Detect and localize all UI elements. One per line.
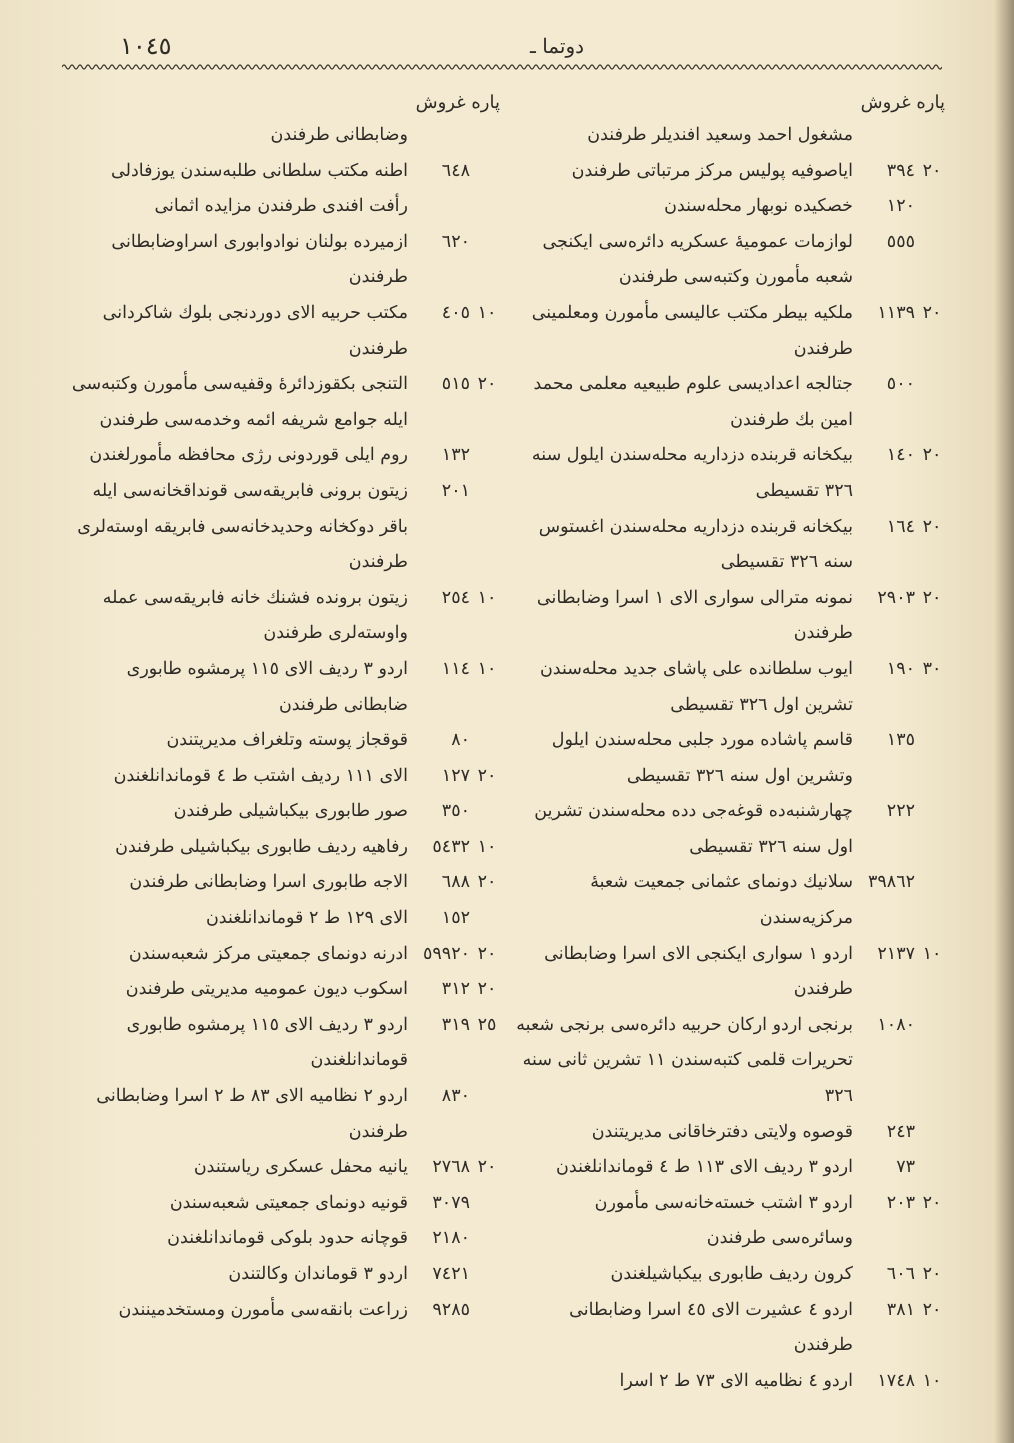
amount-kurus: ٢٠٣ [886,1192,915,1213]
amount-kurus: ٥٠٠ [886,374,915,395]
entry-description: اردو ٤ نظامیه الای ٧٣ ط ٢ اسرا [619,1370,853,1391]
amount-kurus: ١٥٢ [441,908,470,929]
amount-para: ٢٠ [477,872,497,893]
ledger-entry [70,1008,500,1079]
column-heading: پاره غروش [860,92,945,113]
ledger-entry [515,1257,945,1293]
amount-kurus: ١٧٤٨ [877,1370,915,1391]
ledger-entry [515,1364,945,1400]
amount-kurus: ٢١٣٧ [877,943,915,964]
entry-description: یانیه محفل عسکری ریاستندن [193,1157,408,1178]
amount-kurus: ٣٨١ [886,1299,915,1320]
amount-para: ٢٠ [477,979,497,1000]
ledger-entry [515,723,945,794]
ledger-entry [70,296,500,367]
amount-kurus: ٣٠٧٩ [432,1192,470,1213]
ledger-entry [70,972,500,1008]
entry-description: ازمیرده بولنان نوادوابوری اسراوضابطانی طرفندن [111,231,408,288]
entry-description: قاسم پاشاده مورد جلبی محله‌سندن ایلول وتشرین اول سنه ٣٢٦ تقسیطی [551,730,853,786]
amount-kurus: ١٤٠ [886,445,915,466]
amount-kurus: ٦٢٠ [441,231,470,252]
amount-kurus: ٦٨٨ [441,872,470,893]
amount-para: ٢٠ [477,374,497,395]
entry-description: اردو ٣ ردیف الای ١١٥ پرمشوه طابوری قوماندانلغندن [126,1014,408,1071]
entry-description: الای ١١١ ردیف اشتب ط ٤ قوماندانلغندن [113,765,408,786]
amount-kurus: ٢٩٠٣ [877,587,915,608]
entry-description: لوازمات عمومیهٔ عسکریه دائره‌سی ایکنجی شعبه مأمورن وکتبه‌سی طرفندن [542,231,853,288]
ledger-entry [70,438,500,474]
ledger-entry [515,296,945,367]
entry-description: چهارشنبه‌ده قوغه‌جی دده محله‌سندن تشرین اول سنه ٣٢٦ تقسیطی [534,801,853,857]
ledger-entry [515,1008,945,1115]
amount-para: ٢٠ [922,1264,942,1284]
amount-kurus: ١٢٧ [441,765,470,786]
amount-para: ٢٥ [477,1014,497,1035]
entry-description: بیکخانه قربنده دزداریه محله‌سندن اغستوس سنه ٣٢٦ تقسیطی [538,516,853,573]
entry-description: اسکوب دیون عمومیه مدیریتی طرفندن [125,979,408,1000]
entry-description: وضابطانی طرفندن [270,125,408,145]
entry-description: اردو ٢ نظامیه الای ٨٣ ط ٢ اسرا وضابطانی طرفندن [96,1086,408,1142]
amount-kurus: ١١٣٩ [877,302,915,323]
ledger-entry [515,189,945,225]
entry-description: ملکیه بیطر مکتب عالیسی مأمورن ومعلمینی طرفندن [531,302,853,359]
amount-kurus: ٥٥٥ [886,231,915,252]
page-number: ١٠٤٥ [120,32,172,60]
entry-description: اردو ٣ ردیف الای ١١٣ ط ٤ قوماندانلغندن [556,1157,853,1178]
amount-para: ٢٠ [922,160,942,181]
entry-description: سلانیك دونمای عثمانی جمعیت شعبهٔ مرکزیه‌سندن [590,872,853,929]
amount-kurus: ١٦٤ [886,516,915,537]
amount-kurus: ١٩٠ [886,658,915,679]
ledger-entry [70,723,500,759]
ledger-entry [70,1186,500,1222]
entry-description: زیتون برونی فابریقه‌سی قونداقخانه‌سی ایله باقر دوکخانه وحدیدخانه‌سی فابریقه اوسته‌لری طرفندن [77,480,408,573]
entry-description: روم ایلی قوردونی رژی محافظه مأمورلغندن [89,445,408,466]
ledger-entry [515,1115,945,1151]
ledger-entry [515,1150,945,1186]
ledger-entry [70,759,500,795]
ledger-entry [515,1186,945,1257]
entry-description: ایاصوفیه پولیس مرکز مرتباتی طرفندن [571,160,853,181]
entry-description: الای ١٢٩ ط ٢ قوماندانلغندن [205,908,408,929]
amount-kurus: ١٣٥ [886,730,915,751]
entry-description: اردو ١ سواری ایکنجی الای اسرا وضابطانی طرفندن [544,943,853,1000]
entry-description: اردو ٣ ردیف الای ١١٥ پرمشوه طابوری ضابطانی طرفندن [126,658,408,715]
ledger-entry [70,474,500,581]
entry-description: قونیه دونمای جمعیتی شعبه‌سندن [169,1192,408,1213]
amount-kurus: ٢١٨٠ [432,1228,470,1249]
entry-description: اردو ٤ عشیرت الای ٤٥ اسرا وضابطانی طرفندن [569,1299,853,1356]
ledger-entry [70,154,500,225]
amount-para: ١٠ [477,658,497,679]
amount-para: ٢٠ [922,587,942,608]
entry-description: بیکخانه قربنده دزداریه محله‌سندن ایلول سنه ٣٢٦ تقسیطی [531,445,853,501]
entry-description: قوقجاز پوسته وتلغراف مدیریتندن [166,730,408,751]
entry-description: اردو ٣ اشتب خسته‌خانه‌سی مأمورن وسائره‌سی طرفندن [594,1192,853,1249]
amount-kurus: ٧٣ [896,1157,915,1178]
entry-description: ایوب سلطانده علی پاشای جدید محله‌سندن تشرین اول ٣٢٦ تقسیطی [539,658,853,715]
amount-kurus: ٢٥٤ [441,587,470,608]
amount-para: ٢٠ [477,943,497,964]
entries-list [515,118,945,1399]
amount-kurus: ٥١٥ [441,374,470,395]
ledger-entry [515,937,945,1008]
amount-kurus: ٧٤٢١ [432,1264,470,1284]
entry-description: خصکیده نوبهار محله‌سندن [664,196,853,217]
ledger-entry [70,581,500,652]
ledger-entry [515,438,945,509]
column-heading: پاره غروش [415,92,500,113]
entry-description: صور طابوری بیکباشیلی طرفندن [173,801,408,822]
ledger-entry [515,225,945,296]
ledger-entry [70,1293,500,1329]
right-column [515,88,945,1399]
page-edge-shadow [994,0,1014,1443]
amount-kurus: ٢٢٢ [886,801,915,822]
ledger-entry [515,581,945,652]
amount-para: ٣٠ [922,658,942,679]
amount-para: ١٠ [477,302,497,323]
ledger-entry [70,118,500,154]
entry-description: رفاهیه ردیف طابوری بیکباشیلی طرفندن [115,836,408,857]
ledger-entry [515,118,945,154]
running-head: دوتما ـ [530,34,585,58]
amount-kurus: ٢٧٦٨ [432,1157,470,1178]
amount-para: ١٠ [922,1370,942,1391]
amount-kurus: ٢٤٣ [886,1121,915,1142]
entry-description: اطنه مکتب سلطانی طلبه‌سندن یوزفادلی رأفت افندی طرفندن مزایده اثمانی [111,160,408,217]
amount-kurus: ٣٩٨٦٢ [868,872,915,893]
entry-description: زراعت بانقه‌سی مأمورن ومستخدمینندن [118,1299,408,1320]
amount-kurus: ٤٠٥ [441,302,470,323]
amount-para: ١٠ [922,943,942,964]
amount-para: ٢٠ [477,765,497,786]
ledger-entry [70,1079,500,1150]
ledger-entry [515,794,945,865]
ledger-entry [70,1150,500,1186]
ledger-entry [70,1221,500,1257]
amount-kurus: ٨٣٠ [441,1086,470,1107]
amount-kurus: ٥٩٩٢٠ [423,943,470,964]
amount-kurus: ١٣٢ [441,445,470,466]
ledger-entry [70,652,500,723]
entry-description: اردو ٣ قوماندان وکالتندن [228,1264,408,1284]
amount-kurus: ٦٠٦ [886,1264,915,1284]
amount-kurus: ٥٤٣٢ [432,836,470,857]
amount-para: ٢٠ [922,516,942,537]
ledger-entry [70,794,500,830]
entry-description: جتالجه اعدادیسی علوم طبیعیه معلمی محمد امین بك طرفندن [533,374,853,430]
ledger-entry [70,830,500,866]
amount-kurus: ٢٠١ [441,480,470,501]
amount-para: ٢٠ [477,1157,497,1178]
ledger-entry [70,937,500,973]
entry-description: کرون ردیف طابوری بیکباشیلغندن [610,1264,853,1284]
amount-kurus: ٣٥٠ [441,801,470,822]
ledger-entry [515,154,945,190]
amount-kurus: ٦٤٨ [441,160,470,181]
entry-description: قوچانه حدود بلوکی قوماندانلغندن [167,1228,408,1249]
ledger-entry [515,865,945,936]
ledger-entry [70,1257,500,1293]
amount-kurus: ٣١٢ [441,979,470,1000]
amount-kurus: ٣١٩ [441,1014,470,1035]
amount-kurus: ١٠٨٠ [877,1014,915,1035]
amount-para: ٢٠ [922,1299,942,1320]
ledger-entry [70,367,500,438]
entry-description: زیتون برونده فشنك خانه فابریقه‌سی عمله واوسته‌لری طرفندن [102,587,408,644]
ledger-entry [70,901,500,937]
amount-kurus: ٨٠ [451,730,470,751]
ledger-entry [515,510,945,581]
entry-description: قوصوه ولایتی دفترخاقانی مدیریتندن [591,1121,853,1142]
entry-description: الاجه طابوری اسرا وضابطانی طرفندن [129,872,408,893]
ledger-entry [70,225,500,296]
amount-para: ٢٠ [922,445,942,466]
amount-kurus: ١٢٠ [886,196,915,217]
amount-kurus: ٩٢٨٥ [432,1299,470,1320]
entry-description: مشغول احمد وسعید افندیلر طرفندن [587,125,853,145]
entry-description: برنجی اردو ارکان حربیه دائره‌سی برنجی شعبه تحریرات قلمی کتبه‌سندن ١١ تشرین ثانی سنه ٣٢٦ [516,1014,853,1107]
amount-kurus: ٣٩٤ [886,160,915,181]
left-column [70,88,500,1328]
entry-description: التنجی بکقوزدائرهٔ وقفیه‌سی مأمورن وکتبه‌سی ایله جوامع شریفه ائمه وخدمه‌سی طرفندن [71,374,408,430]
amount-para: ١٠ [477,587,497,608]
amount-kurus: ١١٤ [441,658,470,679]
ledger-entry [515,367,945,438]
ledger-entry [515,652,945,723]
entry-description: ادرنه دونمای جمعیتی مرکز شعبه‌سندن [128,943,408,964]
ledger-entry [515,1293,945,1364]
ledger-entry [70,865,500,901]
header-divider [62,62,942,72]
entry-description: نمونه مترالی سواری الای ١ اسرا وضابطانی طرفندن [536,587,853,644]
entries-list [70,118,500,1328]
entry-description: مکتب حربیه الای دوردنجی بلوك شاکردانی طرفندن [102,302,408,359]
amount-para: ٢٠ [922,302,942,323]
amount-para: ١٠ [477,836,497,857]
amount-para: ٢٠ [922,1192,942,1213]
